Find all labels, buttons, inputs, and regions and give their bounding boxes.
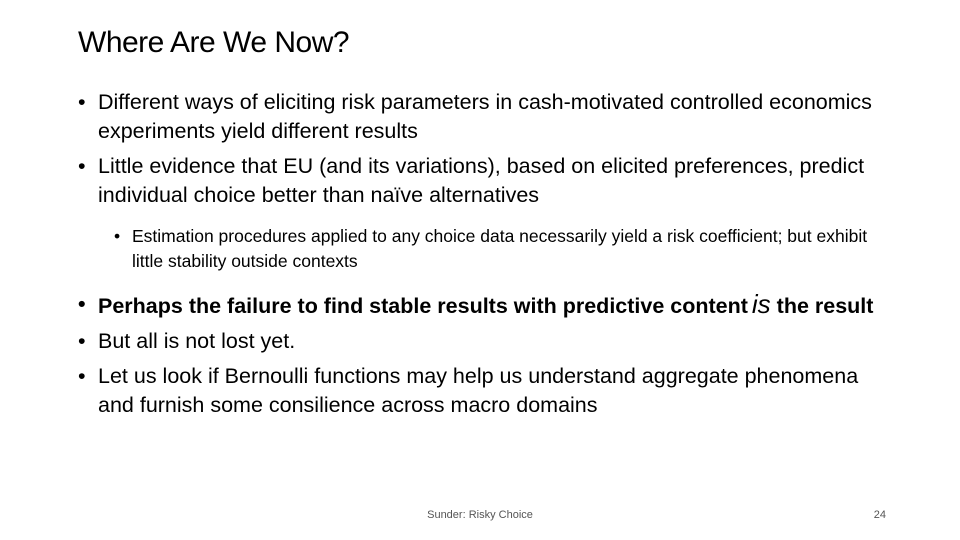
slide-number: 24 bbox=[873, 509, 886, 521]
slide-title: Where Are We Now? bbox=[78, 26, 350, 59]
bullet-item bbox=[78, 327, 898, 356]
bullet-item bbox=[78, 362, 898, 420]
bullet-text-bold-tail: the result bbox=[776, 294, 874, 318]
bullet-text: Little evidence that EU (and its variations), based on elicited preferences, predict individual choice better than naïve alternatives bbox=[98, 154, 865, 207]
bullet-dot-icon: • bbox=[78, 292, 86, 316]
bullet-text: Different ways of eliciting risk parameters in cash-motivated controlled economics experiments yield different results bbox=[98, 90, 872, 143]
emphasis-word: is bbox=[751, 289, 771, 319]
bullet-dot-icon: • bbox=[114, 226, 121, 246]
bullet-dot-icon: • bbox=[78, 364, 86, 388]
footer-text: Sunder: Risky Choice bbox=[427, 509, 533, 521]
bullet-text: Let us look if Bernoulli functions may help us understand aggregate phenomena and furnish some consilience across macro domains bbox=[98, 364, 859, 417]
bullet-item bbox=[78, 88, 898, 146]
bullet-item-bold bbox=[78, 290, 898, 321]
bullet-text: But all is not lost yet. bbox=[98, 329, 296, 353]
sub-bullet-item bbox=[78, 224, 898, 274]
bullet-dot-icon: • bbox=[78, 154, 86, 178]
bullet-list bbox=[78, 88, 898, 420]
bullet-item bbox=[78, 152, 898, 210]
bullet-text-bold: Perhaps the failure to find stable results with predictive content bbox=[98, 294, 748, 318]
sub-bullet-text: Estimation procedures applied to any choice data necessarily yield a risk coefficient; but exhibit little stability outside contexts bbox=[132, 226, 868, 271]
bullet-dot-icon: • bbox=[78, 90, 86, 114]
bullet-dot-icon: • bbox=[78, 329, 86, 353]
